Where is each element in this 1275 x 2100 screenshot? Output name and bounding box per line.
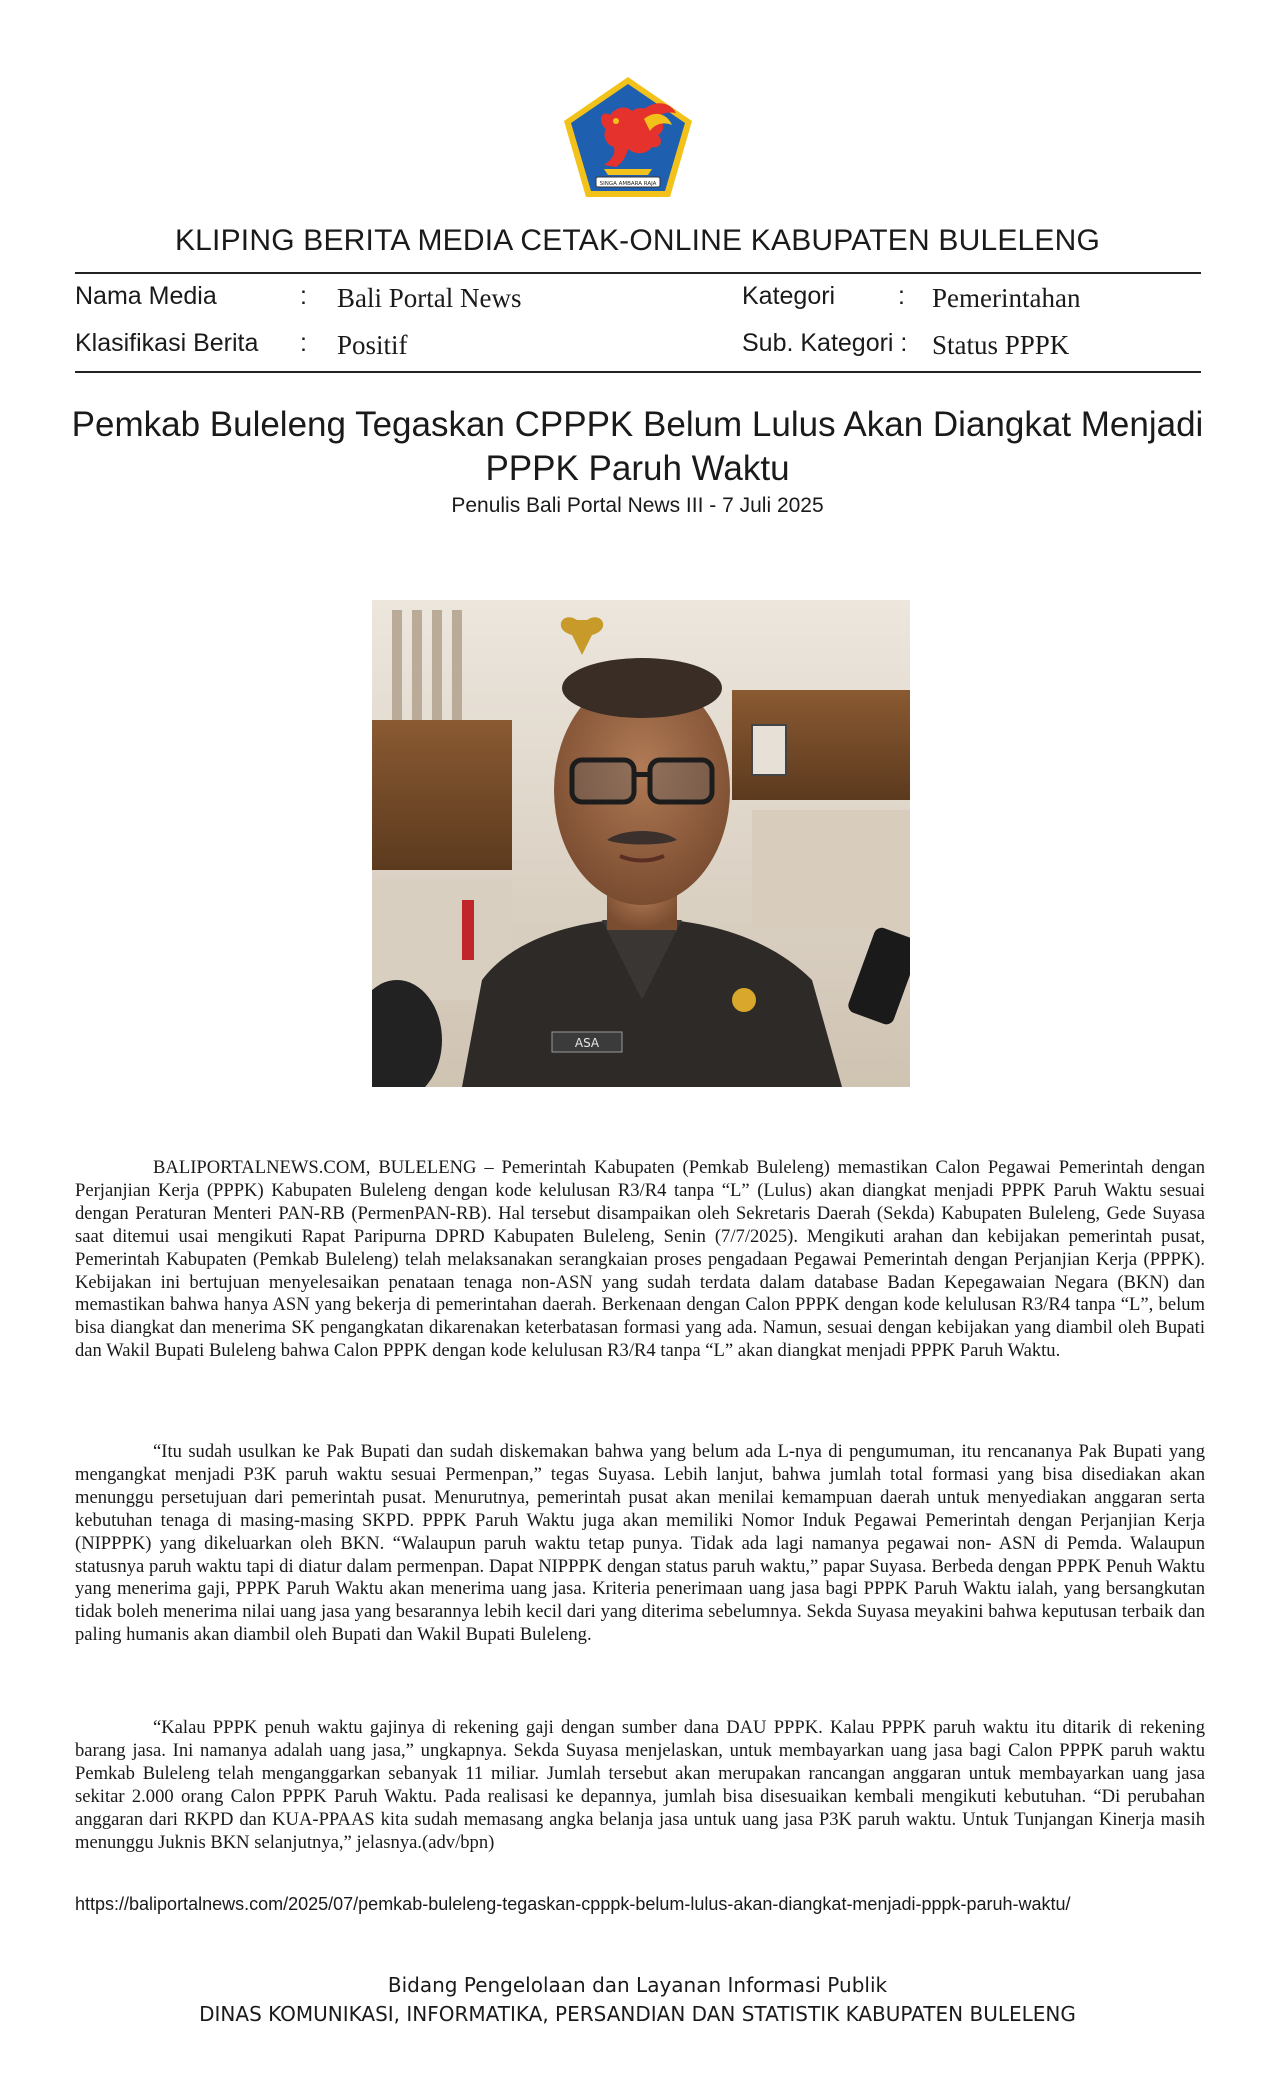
name-badge-text: ASA — [574, 1036, 600, 1050]
nama-media-label: Nama Media — [75, 282, 217, 310]
footer-division: Bidang Pengelolaan dan Layanan Informasi Publik — [387, 1973, 888, 1997]
article-paragraph-1: BALIPORTALNEWS.COM, BULELENG – Pemerintah Kabupaten (Pemkab Buleleng) memastikan Calon Pegawai Pemerintah dengan Perjanjian Kerja (PPPK) Kabupaten Buleleng dengan kode kelulusan R3/R4 tanpa “L” (Lulus) akan diangkat menjadi PPPK Paruh Waktu sesuai dengan Peraturan Menteri PAN-RB (PermenPAN-RB). Hal tersebut disampaikan oleh Sekretaris Daerah (Sekda) Kabupaten Buleleng, Gede Suyasa saat ditemui usai mengikuti Rapat Paripurna DPRD Kabupaten Buleleng, Senin (7/7/2025). Mengikuti arahan dan kebijakan pemerintah pusat, Pemerintah Kabupaten (Pemkab Buleleng) telah melaksanakan serangkaian proses pengadaan Pegawai Pemerintah dengan Perjanjian Kerja (PPPK). Kebijakan ini bertujuan menyelesaikan penataan tenaga non-ASN yang sudah terdata dalam database Badan Kepegawaian Negara (BKN) dan memastikan bahwa hanya ASN yang bekerja di pemerintahan daerah. Berkenaan dengan Calon PPPK dengan kode kelulusan R3/R4 tanpa “L”, belum bisa diangkat dan menerima SK pengangkatan dikarenakan keterbatasan formasi yang ada. Namun, sesuai dengan kebijakan yang diambil oleh Bupati dan Wakil Bupati Buleleng bahwa Calon PPPK dengan kode kelulusan R3/R4 tanpa “L” akan diangkat menjadi PPPK Paruh Waktu. — [75, 1157, 1205, 1362]
buleleng-crest-logo — [560, 75, 696, 200]
sub-kategori-value: Status PPPK — [932, 330, 1070, 360]
article-paragraph-3: “Kalau PPPK penuh waktu gajinya di rekening gaji dengan sumber dana DAU PPPK. Kalau PPPK paruh waktu itu ditarik di rekening barang jasa. Ini namanya adalah uang jasa,” ungkapnya. Sekda Suyasa menjelaskan, untuk membayarkan uang jasa bagi Calon PPPK paruh waktu Pemkab Buleleng telah menganggarkan sebanyak 11 miliar. Jumlah tersebut akan merupakan rancangan anggaran untuk membayarkan uang jasa sekitar 2.000 orang Calon PPPK Paruh Waktu. Pada realisasi ke depannya, jumlah bisa disesuaikan kembali mengikuti kebutuhan. “Di perubahan anggaran dari RKPD dan KUA-PPAAS kita sudah memasang angka belanja jasa untuk uang jasa P3K paruh waktu. Untuk Tunjangan Kinerja masih menunggu Juknis BKN selanjutnya,” jelasnya.(adv/bpn) — [75, 1717, 1205, 1853]
kategori-value: Pemerintahan — [932, 283, 1081, 313]
article-paragraph-2: “Itu sudah usulkan ke Pak Bupati dan sudah diskemakan bahwa yang belum ada L-nya di pengumuman, itu rencananya Pak Bupati yang mengangkat menjadi P3K paruh waktu sesuai Permenpan,” tegas Suyasa. Lebih lanjut, bahwa jumlah total formasi yang bisa disediakan akan menunggu persetujuan dari pemerintah pusat. Menurutnya, pemerintah pusat akan menilai kemampuan daerah untuk menyediakan anggaran serta kebutuhan tenaga di masing-masing SKPD. PPPK Paruh Waktu juga akan memiliki Nomor Induk Pegawai Pemerintah dengan Perjanjian Kerja (NIPPPK) yang dikeluarkan oleh BKN. “Walaupun paruh waktu tetap punya. Tidak ada lagi namanya pegawai non- ASN di Pemda. Walaupun statusnya paruh waktu tapi di diatur dalam permenpan. Dapat NIPPPK dengan status paruh waktu,” papar Suyasa. Berbeda dengan PPPK Penuh Waktu yang menerima gaji, PPPK Paruh Waktu akan menerima uang jasa. Kriteria penerimaan uang jasa bagi PPPK Paruh Waktu ialah, yang bersangkutan tidak boleh menerima nilai uang jasa yang besarannya lebih kecil dari yang diterima sebelumnya. Sekda Suyasa meyakini bahwa keputusan terbaik dan paling humanis akan diambil oleh Bupati dan Wakil Bupati Buleleng. — [75, 1441, 1205, 1646]
article-byline: Penulis Bali Portal News III - 7 Juli 2025 — [451, 494, 824, 517]
nama-media-value: Bali Portal News — [337, 283, 522, 313]
nama-media-colon: : — [300, 282, 307, 310]
klasifikasi-colon: : — [300, 329, 307, 357]
article-title-line2: PPPK Paruh Waktu — [485, 449, 790, 488]
klasifikasi-value: Positif — [337, 330, 408, 360]
article-title — [60, 403, 1215, 491]
article-title-line1: Pemkab Buleleng Tegaskan CPPPK Belum Lulus Akan Diangkat Menjadi — [71, 405, 1204, 444]
klasifikasi-label: Klasifikasi Berita — [75, 329, 259, 357]
buleleng-regency-crest-icon — [560, 75, 696, 200]
source-url: https://baliportalnews.com/2025/07/pemkab-buleleng-tegaskan-cpppk-belum-lulus-akan-diangkat-menjadi-pppk-paruh-waktu/ — [75, 1894, 1071, 1914]
kategori-label: Kategori — [742, 282, 836, 310]
header-divider-bottom — [75, 371, 1201, 373]
logo-motto: SINGA AMBARA RAJA — [599, 181, 657, 187]
clipping-header-title: KLIPING BERITA MEDIA CETAK-ONLINE KABUPATEN BULELENG — [174, 224, 1101, 257]
article-photo — [372, 600, 910, 1087]
kategori-colon: : — [898, 282, 905, 310]
footer-agency: DINAS KOMUNIKASI, INFORMATIKA, PERSANDIAN DAN STATISTIK KABUPATEN BULELENG — [199, 2002, 1076, 2026]
sub-kategori-label: Sub. Kategori : — [742, 329, 908, 357]
header-divider-top — [75, 272, 1201, 274]
